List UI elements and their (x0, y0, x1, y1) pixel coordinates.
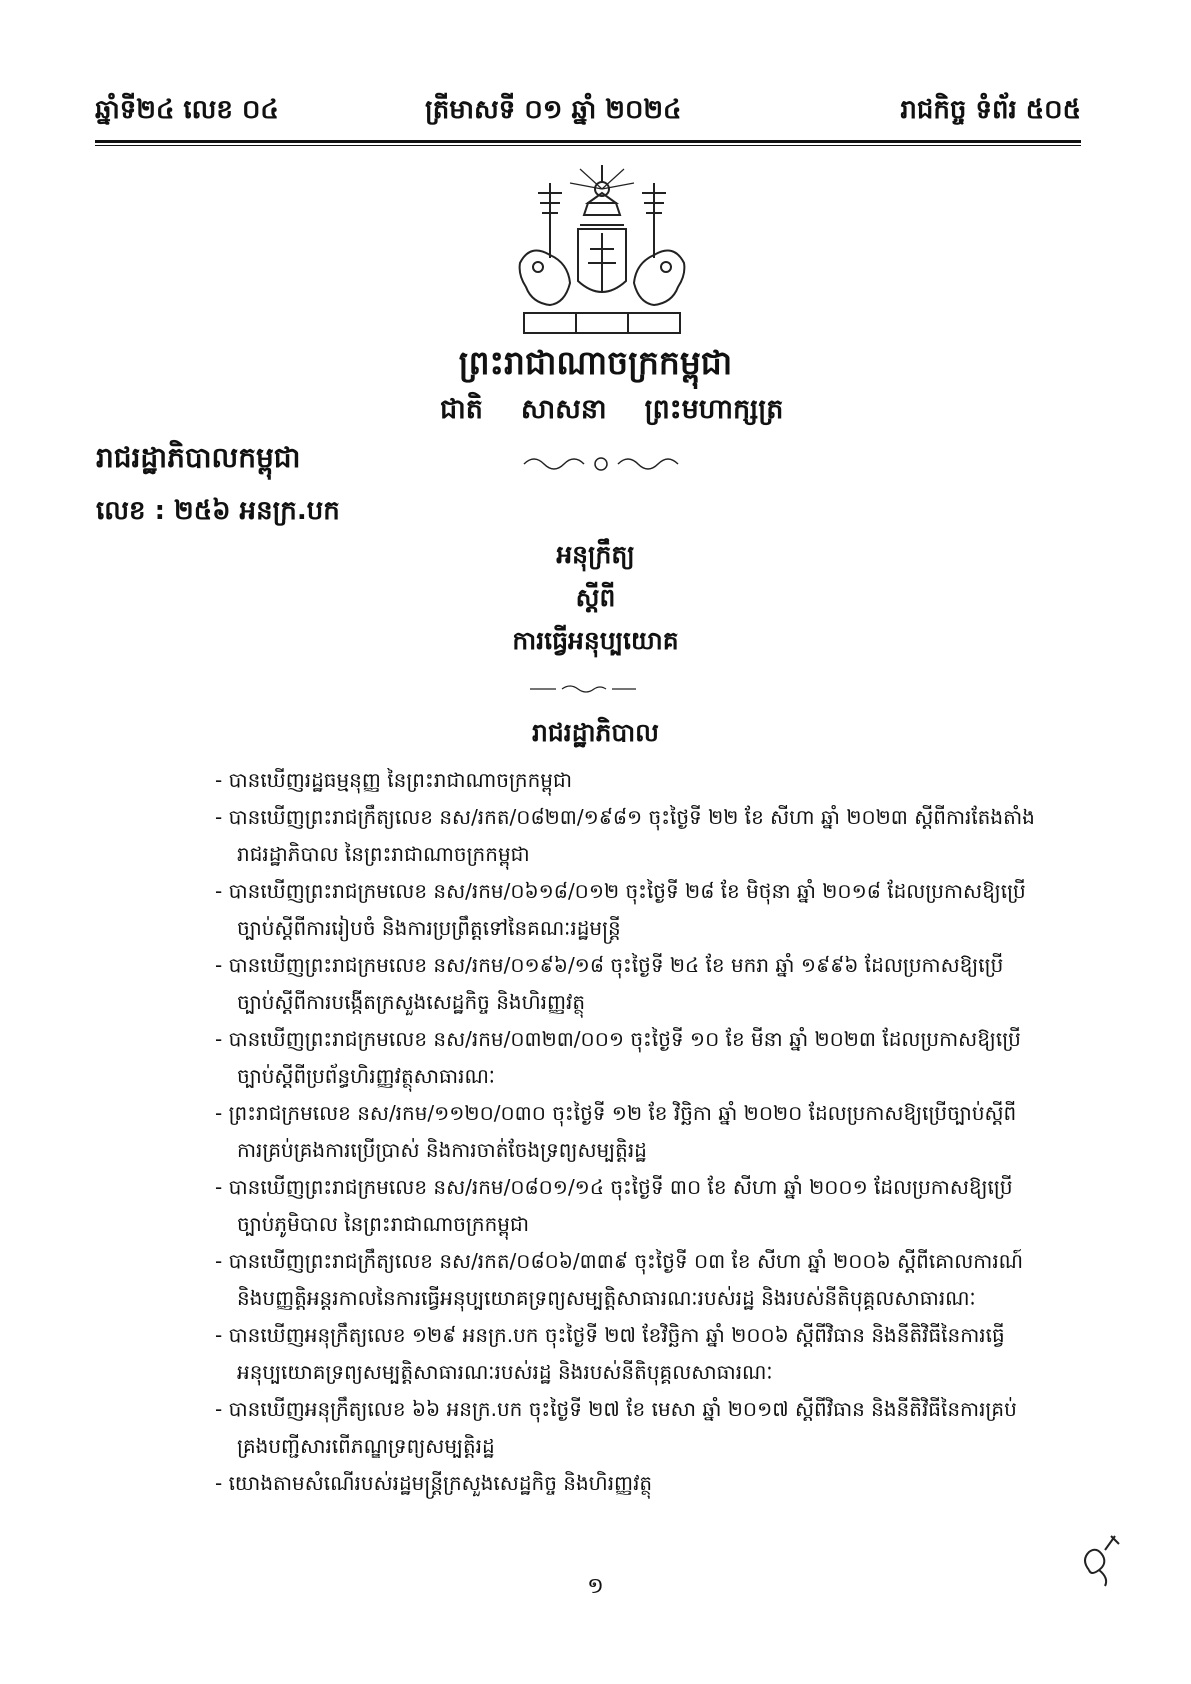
motto-king: ព្រះមហាក្សត្រ (644, 394, 784, 425)
motto-nation: ជាតិ (440, 394, 483, 425)
clause-item: - បានឃើញព្រះរាជក្រមលេខ នស/រកម/០៣២៣/០០១ ចុះថ្ងៃទី ១០ ខែ មីនា ឆ្នាំ ២០២៣ ដែលប្រកាសឱ្យប្រើច្បាប់ស្ដីពីប្រព័ន្ធហិរញ្ញវត្ថុសាធារណៈ (215, 1021, 1035, 1095)
preamble-clauses (215, 762, 1035, 1502)
decorative-ornament-icon (520, 452, 682, 476)
handwritten-initial-icon (1075, 1530, 1125, 1592)
clause-item: - បានឃើញព្រះរាជក្រឹត្យលេខ នស/រកត/០៨២៣/១៩៨១ ចុះថ្ងៃទី ២២ ខែ សីហា ឆ្នាំ ២០២៣ ស្ដីពីការតែងតាំងរាជរដ្ឋាភិបាល នៃព្រះរាជាណាចក្រកម្ពុជា (215, 799, 1035, 873)
gazette-header (95, 90, 1081, 138)
royal-coat-of-arms-icon (510, 163, 694, 338)
header-rule (95, 140, 1081, 143)
document-type: អនុក្រឹត្យ (556, 540, 635, 569)
clause-item: - បានឃើញព្រះរាជក្រមលេខ នស/រកម/០១៩៦/១៨ ចុះថ្ងៃទី ២៤ ខែ មករា ឆ្នាំ ១៩៩៦ ដែលប្រកាសឱ្យប្រើច្បាប់ស្ដីពីការបង្កើតក្រសួងសេដ្ឋកិច្ច និងហិរញ្ញវត្ថុ (215, 947, 1035, 1021)
gazette-year-issue: ឆ្នាំទី២៤ លេខ ០៤ (95, 95, 279, 125)
issuer-name: រាជរដ្ឋាភិបាលកម្ពុជា (96, 441, 301, 474)
clause-item: - ព្រះរាជក្រមលេខ នស/រកម/១១២០/០៣០ ចុះថ្ងៃទី ១២ ខែ វិច្ឆិកា ឆ្នាំ ២០២០ ដែលប្រកាសឱ្យប្រើច្បាប់ស្ដីពីការគ្រប់គ្រងការប្រើប្រាស់ និងការចាត់ចែងទ្រព្យសម្បត្តិរដ្ឋ (215, 1095, 1035, 1169)
body-heading: រាជរដ្ឋាភិបាល (532, 718, 659, 747)
gazette-page-ref: រាជកិច្ច ទំព័រ ៥០៥ (900, 95, 1081, 125)
section-divider-icon (528, 683, 638, 695)
page-number: ១ (587, 1574, 604, 1599)
document-number: លេខ : ២៥៦ អនក្រ.បក (96, 496, 340, 526)
document-subject: ការធ្វើអនុប្បយោគ (512, 626, 679, 655)
document-about: ស្ដីពី (575, 583, 616, 612)
clause-item: - បានឃើញព្រះរាជក្រមលេខ នស/រកម/០៦១៨/០១២ ចុះថ្ងៃទី ២៨ ខែ មិថុនា ឆ្នាំ ២០១៨ ដែលប្រកាសឱ្យប្រើច្បាប់ស្ដីពីការរៀបចំ និងការប្រព្រឹត្តទៅនៃគណៈរដ្ឋមន្ត្រី (215, 873, 1035, 947)
kingdom-title: ព្រះរាជាណាចក្រកម្ពុជា (458, 343, 733, 382)
gazette-quarter: ត្រីមាសទី ០១ ឆ្នាំ ២០២៤ (425, 95, 682, 125)
national-motto (440, 393, 784, 432)
clause-item: - បានឃើញរដ្ឋធម្មនុញ្ញ នៃព្រះរាជាណាចក្រកម្ពុជា (215, 762, 1035, 799)
header-rule-thin (95, 145, 1081, 146)
clause-item: - បានឃើញអនុក្រឹត្យលេខ ៦៦ អនក្រ.បក ចុះថ្ងៃទី ២៧ ខែ មេសា ឆ្នាំ ២០១៧ ស្ដីពីវិធាន និងនីតិវិធីនៃការគ្រប់គ្រងបញ្ជីសារពើភណ្ឌទ្រព្យសម្បត្តិរដ្ឋ (215, 1391, 1035, 1465)
clause-item: - បានឃើញព្រះរាជក្រឹត្យលេខ នស/រកត/០៨០៦/៣៣៩ ចុះថ្ងៃទី ០៣ ខែ សីហា ឆ្នាំ ២០០៦ ស្ដីពីគោលការណ៍ និងបញ្ញត្តិអន្តរកាលនៃការធ្វើអនុប្បយោគទ្រព្យសម្បត្តិសាធារណៈរបស់រដ្ឋ និងរបស់នីតិបុគ្គលសាធារណៈ (215, 1243, 1035, 1317)
motto-religion: សាសនា (520, 394, 607, 425)
clause-item: - បានឃើញអនុក្រឹត្យលេខ ១២៩ អនក្រ.បក ចុះថ្ងៃទី ២៧ ខែវិច្ឆិកា ឆ្នាំ ២០០៦ ស្ដីពីវិធាន និងនីតិវិធីនៃការធ្វើអនុប្បយោគទ្រព្យសម្បត្តិសាធារណៈរបស់រដ្ឋ និងរបស់នីតិបុគ្គលសាធារណៈ (215, 1317, 1035, 1391)
clause-item: - យោងតាមសំណើរបស់រដ្ឋមន្ត្រីក្រសួងសេដ្ឋកិច្ច និងហិរញ្ញវត្ថុ (215, 1465, 1035, 1502)
clause-item: - បានឃើញព្រះរាជក្រមលេខ នស/រកម/០៨០១/១៤ ចុះថ្ងៃទី ៣០ ខែ សីហា ឆ្នាំ ២០០១ ដែលប្រកាសឱ្យប្រើច្បាប់ភូមិបាល នៃព្រះរាជាណាចក្រកម្ពុជា (215, 1169, 1035, 1243)
